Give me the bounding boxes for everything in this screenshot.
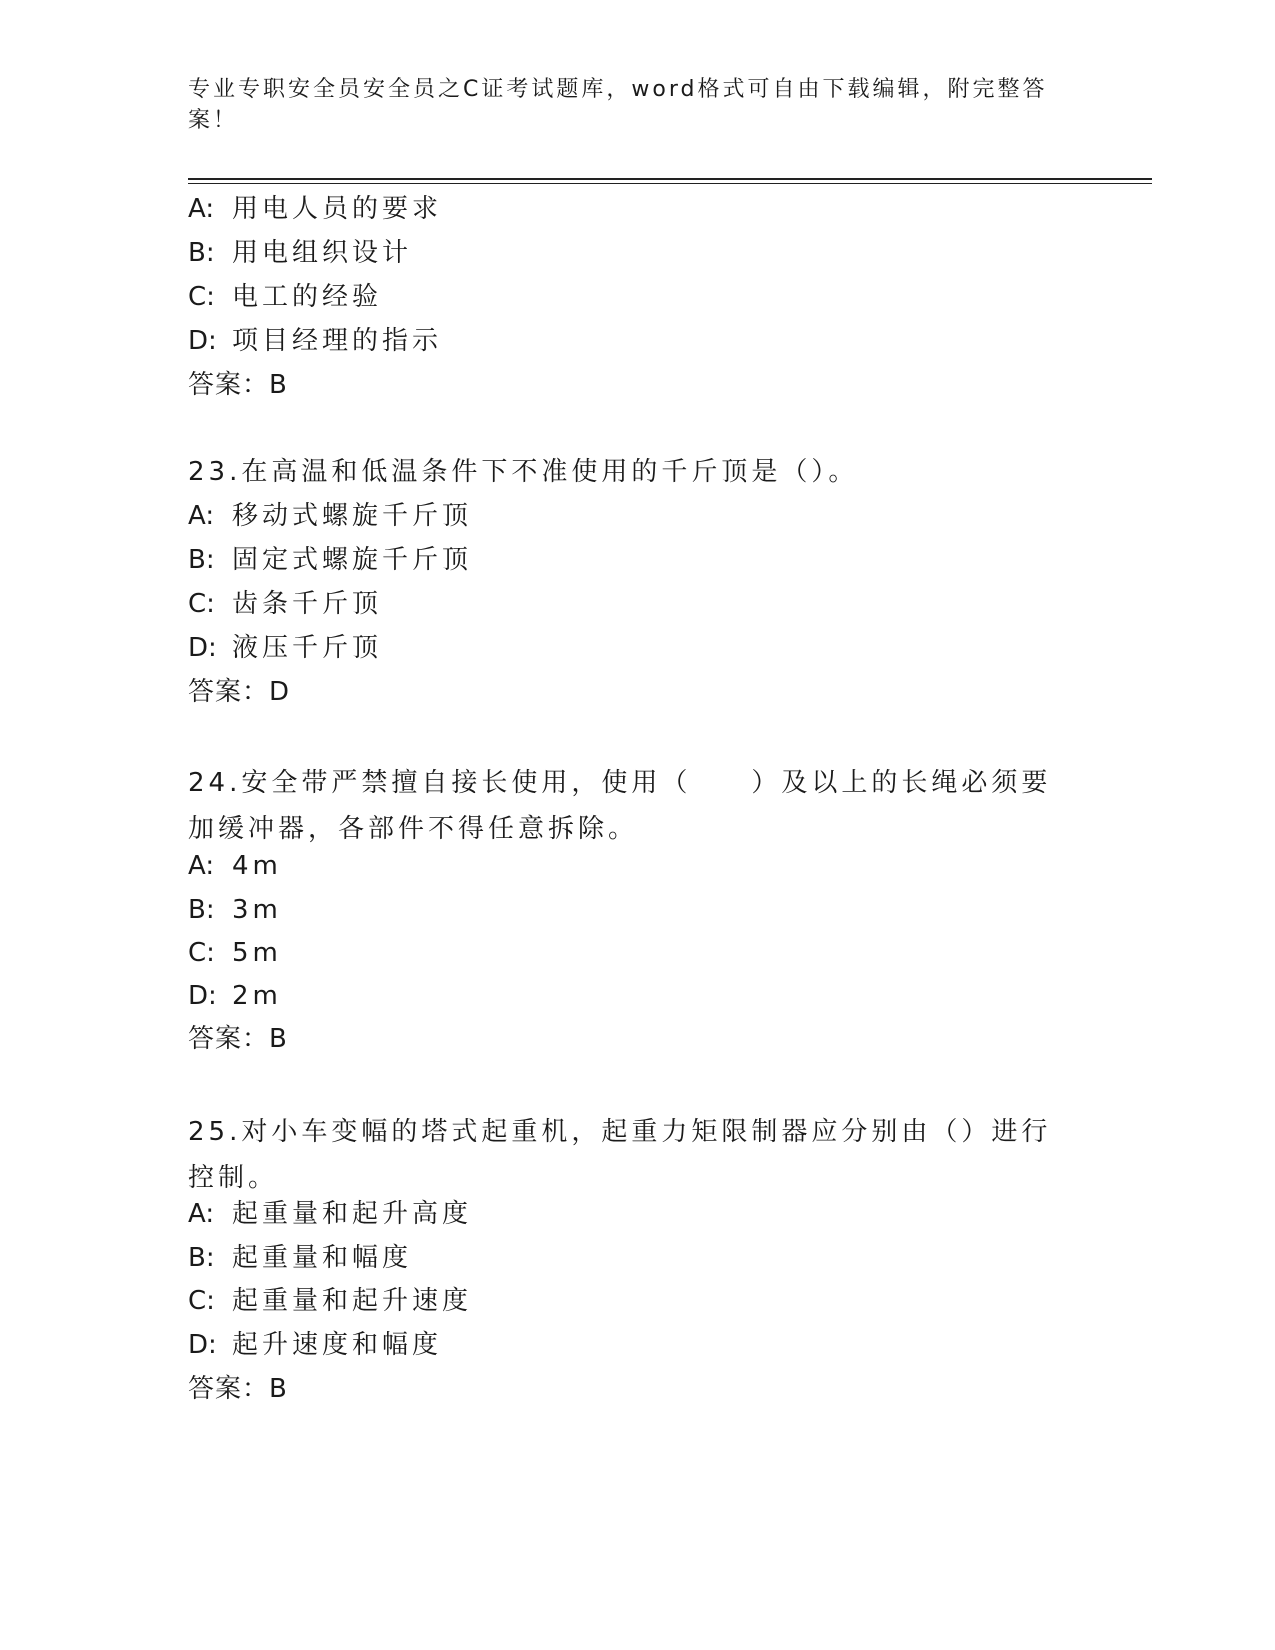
q24-option-a: A: 4m [188, 851, 282, 881]
q23-option-d: D: 液压千斤顶 [188, 633, 383, 663]
q24-answer: 答案：B [188, 1024, 288, 1054]
q25-option-c: C: 起重量和起升速度 [188, 1286, 473, 1316]
q23-option-a: A: 移动式螺旋千斤顶 [188, 501, 473, 531]
q25-option-a: A: 起重量和起升高度 [188, 1199, 473, 1229]
q24-option-d: D: 2m [188, 981, 282, 1011]
q24-question: 24.安全带严禁擅自接长使用，使用（ ）及以上的长绳必须要加缓冲器，各部件不得任意拆除。 [188, 768, 1052, 844]
q23-answer: 答案：D [188, 677, 291, 707]
header-divider-thick [188, 178, 1152, 180]
q22-option-a: A: 用电人员的要求 [188, 194, 443, 224]
q22-answer: 答案：B [188, 370, 288, 400]
q25-option-d: D: 起升速度和幅度 [188, 1330, 443, 1360]
header-divider-thin [188, 183, 1152, 184]
document-header: 专业专职安全员安全员之C证考试题库，word格式可自由下载编辑，附完整答案！ [188, 77, 1048, 133]
q25-answer: 答案：B [188, 1374, 288, 1404]
q25-question: 25.对小车变幅的塔式起重机，起重力矩限制器应分别由（）进行控制。 [188, 1117, 1052, 1193]
q25-option-b: B: 起重量和幅度 [188, 1243, 413, 1273]
q23-option-c: C: 齿条千斤顶 [188, 589, 383, 619]
q22-option-d: D: 项目经理的指示 [188, 326, 443, 356]
q22-option-c: C: 电工的经验 [188, 282, 383, 312]
q23-question: 23.在高温和低温条件下不准使用的千斤顶是（）。 [188, 457, 859, 487]
q24-option-c: C: 5m [188, 938, 282, 968]
q24-option-b: B: 3m [188, 895, 282, 925]
q22-option-b: B: 用电组织设计 [188, 238, 413, 268]
q23-option-b: B: 固定式螺旋千斤顶 [188, 545, 473, 575]
